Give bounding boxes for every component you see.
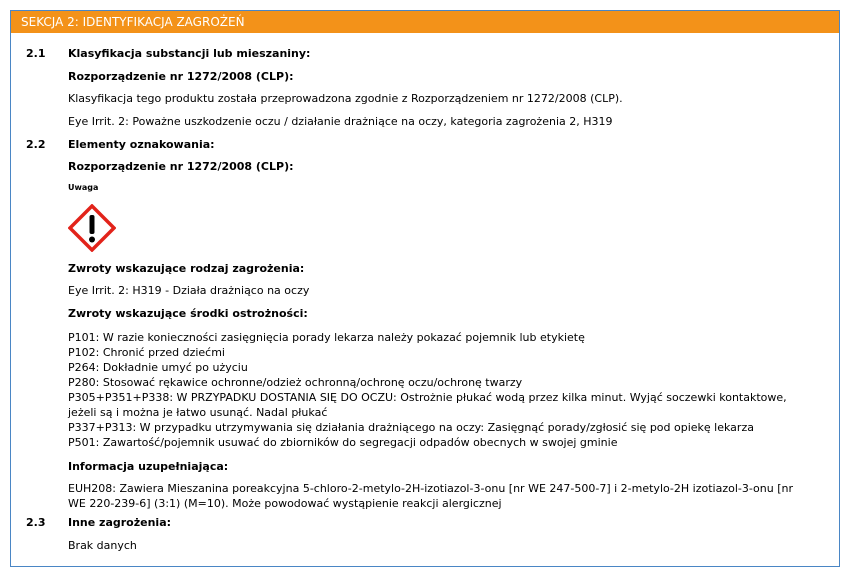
section-header: SEKCJA 2: IDENTYFIKACJA ZAGROŻEŃ — [11, 11, 839, 33]
precautionary-statements-heading: Zwroty wskazujące środki ostrożności: — [68, 307, 308, 320]
precaution-p264: P264: Dokładnie umyć po użyciu — [68, 361, 248, 374]
eye-irrit-classification: Eye Irrit. 2: Poważne uszkodzenie oczu / działanie drażniące na oczy, kategoria zagrożenia 2, H319 — [68, 115, 613, 128]
precautionary-statements-list — [68, 330, 787, 450]
regulation-heading-2-2: Rozporządzenie nr 1272/2008 (CLP): — [68, 160, 294, 173]
classification-text: Klasyfikacja tego produktu została przeprowadzona zgodnie z Rozporządzeniem nr 1272/2008 (CLP). — [68, 92, 623, 105]
section-number-2-2: 2.2 — [26, 138, 46, 151]
hazard-statements-heading: Zwroty wskazujące rodzaj zagrożenia: — [68, 262, 305, 275]
supplementary-info-line-1: EUH208: Zawiera Mieszanina poreakcyjna 5-chloro-2-metylo-2H-izotiazol-3-onu [nr WE 247-500-7] i 2-metylo-2H izotiazol-3-onu [nr — [68, 482, 793, 495]
section-number-2-3: 2.3 — [26, 516, 46, 529]
precaution-p101: P101: W razie konieczności zasięgnięcia porady lekarza należy pokazać pojemnik lub etykietę — [68, 331, 585, 344]
hazard-statement: Eye Irrit. 2: H319 - Działa drażniąco na oczy — [68, 284, 310, 297]
precaution-p501: P501: Zawartość/pojemnik usuwać do zbiorników do segregacji odpadów obecnych w swojej gminie — [68, 436, 618, 449]
precaution-p337-p313: P337+P313: W przypadku utrzymywania się działania drażniącego na oczy: Zasięgnąć porady/zgłosić się pod opiekę lekarza — [68, 421, 754, 434]
other-hazards-text: Brak danych — [68, 539, 137, 552]
regulation-heading-2-1: Rozporządzenie nr 1272/2008 (CLP): — [68, 70, 294, 83]
section-title-2-2: Elementy oznakowania: — [68, 138, 215, 151]
precaution-p280: P280: Stosować rękawice ochronne/odzież ochronną/ochronę oczu/ochronę twarzy — [68, 376, 523, 389]
precaution-p305-p351-p338-continued: jeżeli są i można je łatwo usunąć. Nadal płukać — [68, 406, 328, 419]
supplementary-info-heading: Informacja uzupełniająca: — [68, 460, 229, 473]
ghs07-exclamation-icon — [68, 204, 116, 252]
section-title-2-1: Klasyfikacja substancji lub mieszaniny: — [68, 47, 311, 60]
precaution-p102: P102: Chronić przed dziećmi — [68, 346, 225, 359]
supplementary-info-line-2: WE 220-239-6] (3:1) (M=10). Może powodować wystąpienie reakcji alergicznej — [68, 497, 502, 510]
signal-word: Uwaga — [68, 183, 99, 192]
precaution-p305-p351-p338: P305+P351+P338: W PRZYPADKU DOSTANIA SIĘ DO OCZU: Ostrożnie płukać wodą przez kilka minut. Wyjąć soczewki kontaktowe, — [68, 391, 787, 404]
section-number-2-1: 2.1 — [26, 47, 46, 60]
section-title-2-3: Inne zagrożenia: — [68, 516, 172, 529]
